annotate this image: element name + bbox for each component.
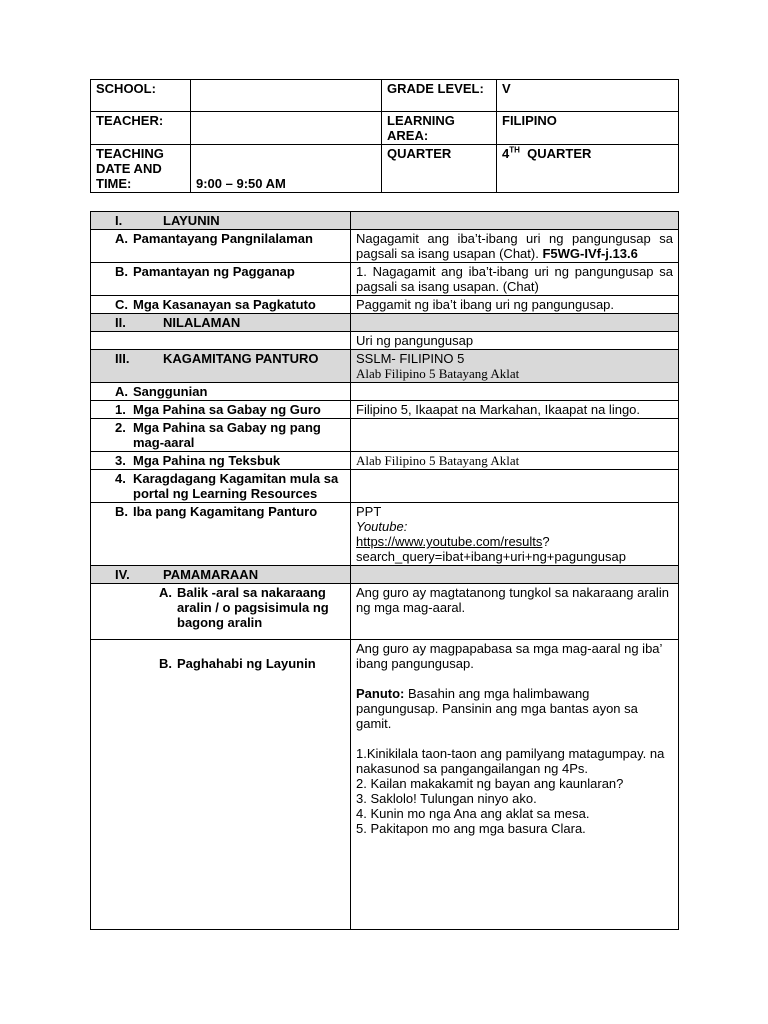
date-label: TEACHING DATE AND TIME: xyxy=(91,145,191,193)
section-nilalaman xyxy=(91,314,679,332)
row-pamantayang-pangnilalaman xyxy=(91,230,679,263)
row-teksbuk xyxy=(91,452,679,470)
section-title: NILALAMAN xyxy=(163,315,241,330)
section-number: II. xyxy=(115,315,126,330)
row-label: Pamantayan ng Pagganap xyxy=(133,264,295,279)
example-item: 4. Kunin mo nga Ana ang aklat sa mesa. xyxy=(356,806,590,821)
row-gabay-guro xyxy=(91,401,679,419)
row-number: 4. xyxy=(115,471,126,486)
row-label: Mga Pahina ng Teksbuk xyxy=(133,453,281,468)
row-sanggunian xyxy=(91,383,679,401)
ppt-text: PPT xyxy=(356,504,382,519)
row-label: Paghahabi ng Layunin xyxy=(177,656,316,671)
quarter-label: QUARTER xyxy=(382,145,497,193)
section-number: III. xyxy=(115,351,130,366)
row-text: Paggamit ng iba’t ibang uri ng pangungusap. xyxy=(351,296,679,314)
quarter-word: QUARTER xyxy=(527,146,592,161)
quarter-number: 4 xyxy=(502,146,510,161)
panuto-text: Basahin ang mga halimbawang pangungusap. Pansinin ang mga bantas ayon sa gamit. xyxy=(356,686,638,731)
area-value: FILIPINO xyxy=(497,112,679,145)
school-label: SCHOOL: xyxy=(91,80,191,112)
row-label: Iba pang Kagamitang Panturo xyxy=(133,504,318,519)
area-label: LEARNING AREA: xyxy=(382,112,497,145)
row-text xyxy=(351,419,679,452)
row-balik-aral xyxy=(91,584,679,640)
row-text: 1. Nagagamit ang iba’t-ibang uri ng pangungusap sa pagsali sa isang usapan. (Chat) xyxy=(351,263,679,296)
row-number: B. xyxy=(115,264,128,279)
section-number: IV. xyxy=(115,567,130,582)
row-nilalaman xyxy=(91,332,679,350)
section-title: KAGAMITANG PANTURO xyxy=(163,351,319,366)
row-label: Mga Kasanayan sa Pagkatuto xyxy=(133,297,316,312)
youtube-query: search_query=ibat+ibang+uri+ng+pagungusap xyxy=(356,549,626,564)
teacher-value xyxy=(191,112,382,145)
row-text: Uri ng pangungusap xyxy=(351,332,679,350)
youtube-link[interactable]: https://www.youtube.com/results xyxy=(356,534,543,549)
paghahabi-intro: Ang guro ay magpapabasa sa mga mag-aaral ng iba’ ibang pangungusap. xyxy=(356,641,662,671)
row-kasanayan xyxy=(91,296,679,314)
example-item: 1.Kinikilala taon-taon ang pamilyang matagumpay. na nakasunod sa pangangailangan ng 4Ps. xyxy=(356,746,665,776)
row-iba-pang-kagamitan xyxy=(91,503,679,566)
panuto-label: Panuto: xyxy=(356,686,405,701)
teacher-label: TEACHER: xyxy=(91,112,191,145)
school-value xyxy=(191,80,382,112)
row-number: A. xyxy=(115,384,128,399)
row-number: 1. xyxy=(115,402,126,417)
row-karagdagang-kagamitan xyxy=(91,470,679,503)
example-item: 5. Pakitapon mo ang mga basura Clara. xyxy=(356,821,586,836)
row-pamantayan-ng-pagganap xyxy=(91,263,679,296)
row-text: Ang guro ay magtatanong tungkol sa nakaraang aralin ng mga mag-aaral. xyxy=(351,584,679,640)
section-pamamaraan xyxy=(91,566,679,584)
row-gabay-mag-aaral xyxy=(91,419,679,452)
row-label: Pamantayang Pangnilalaman xyxy=(133,231,313,246)
row-text: SSLM- FILIPINO 5 xyxy=(356,351,465,366)
row-text: Nagagamit ang iba’t-ibang uri ng pangungusap sa pagsali sa isang usapan (Chat). xyxy=(356,231,673,261)
row-text: Filipino 5, Ikaapat na Markahan, Ikaapat na lingo. xyxy=(351,401,679,419)
row-number: 3. xyxy=(115,453,126,468)
grade-label: GRADE LEVEL: xyxy=(382,80,497,112)
row-number: B. xyxy=(115,504,128,519)
section-title: LAYUNIN xyxy=(163,213,220,228)
quarter-suffix: TH xyxy=(509,145,520,155)
example-item: 2. Kailan makakamit ng bayan ang kaunlaran? xyxy=(356,776,624,791)
section-kagamitang-panturo xyxy=(91,350,679,383)
row-label: Sanggunian xyxy=(133,384,208,399)
time-value: 9:00 – 9:50 AM xyxy=(191,145,382,193)
row-label: Karagdagang Kagamitan mula sa portal ng Learning Resources xyxy=(133,471,339,501)
row-number: C. xyxy=(115,297,128,312)
row-label: Mga Pahina sa Gabay ng pang mag-aaral xyxy=(133,420,321,450)
row-text xyxy=(351,470,679,503)
row-text: Alab Filipino 5 Batayang Aklat xyxy=(356,366,520,381)
youtube-label: Youtube: xyxy=(356,519,408,534)
row-label: Balik -aral sa nakaraang aralin / o pagsisimula ng bagong aralin xyxy=(177,585,329,630)
row-text: Alab Filipino 5 Batayang Aklat xyxy=(351,452,679,470)
quarter-value xyxy=(497,145,679,193)
row-label: Mga Pahina sa Gabay ng Guro xyxy=(133,402,321,417)
section-layunin xyxy=(91,212,679,230)
panuto xyxy=(356,686,673,731)
competency-code: F5WG-IVf-j.13.6 xyxy=(542,246,638,261)
row-number: A. xyxy=(159,585,172,600)
header-table xyxy=(90,79,679,193)
grade-value: V xyxy=(497,80,679,112)
example-item: 3. Saklolo! Tulungan ninyo ako. xyxy=(356,791,537,806)
row-number: B. xyxy=(159,656,172,671)
youtube-link-tail: ? xyxy=(542,534,550,549)
row-paghahabi xyxy=(91,640,679,930)
section-number: I. xyxy=(115,213,123,228)
row-number: 2. xyxy=(115,420,126,435)
row-number: A. xyxy=(115,231,128,246)
section-title: PAMAMARAAN xyxy=(163,567,259,582)
lesson-plan-table xyxy=(90,211,679,930)
